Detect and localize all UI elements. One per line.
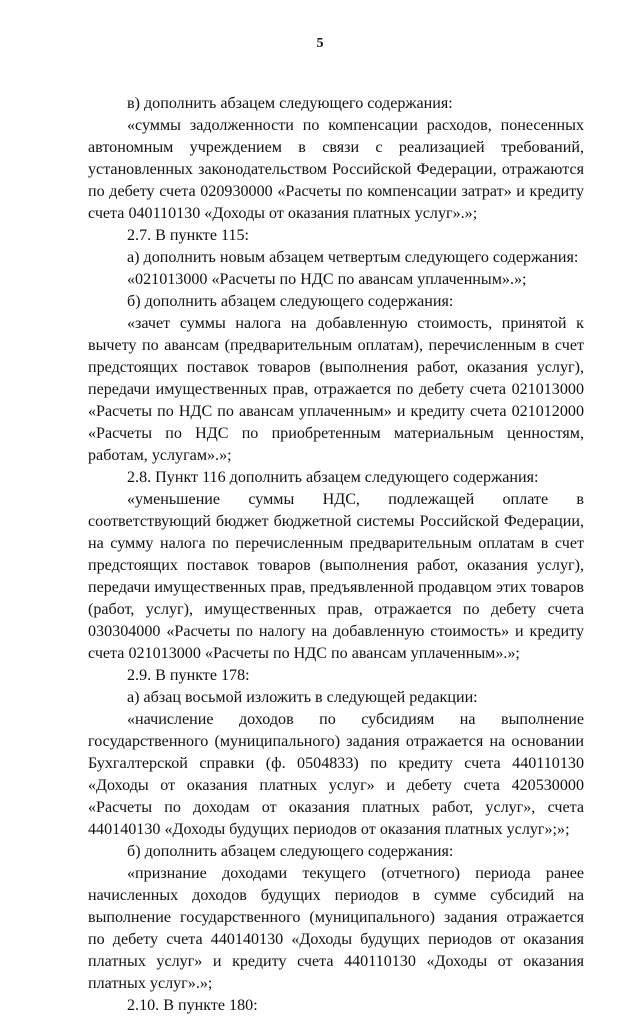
paragraph-subitem-a-2: а) абзац восьмой изложить в следующей редакции:: [127, 689, 478, 706]
paragraph-vat-reduction: «уменьшение суммы НДС, подлежащей оплате в соответствующий бюджет бюджетной системы Российской Федерации, на сумму налога по перечисленным предварительным оплатам в счет предстоящих поставок товаров (выполнения работ, оказания услуг), передачи имущественных прав, предъявленной продавцом этих товаров (работ, услуг), имущественных прав, отражается по дебету счета 030304000 «Расчеты по налогу на добавленную стоимость» и кредиту счета 021013000 «Расчеты по НДС по авансам уплаченным».»;: [88, 491, 584, 662]
paragraph-item-2-9: 2.9. В пункте 178:: [127, 667, 250, 684]
paragraph-item-2-8: 2.8. Пункт 116 дополнить абзацем следующего содержания:: [127, 469, 539, 486]
paragraph-subitem-b-2: б) дополнить абзацем следующего содержания:: [127, 843, 454, 860]
page-number: 5: [316, 36, 324, 51]
paragraph-compensation-debts: «суммы задолженности по компенсации расходов, понесенных автономным учреждением в связи с реализацией требований, установленных законодательством Российской Федерации, отражаются по дебету счета 020930000 «Расчеты по компенсации затрат» и кредиту счета 040110130 «Доходы от оказания платных услуг».»;: [88, 117, 584, 222]
document-body: [88, 93, 584, 1017]
paragraph-subitem-b: б) дополнить абзацем следующего содержания:: [127, 293, 454, 310]
paragraph-item-2-10: 2.10. В пункте 180:: [127, 997, 258, 1014]
paragraph-subitem-a: а) дополнить новым абзацем четвертым следующего содержания:: [127, 249, 579, 266]
paragraph-item-2-7: 2.7. В пункте 115:: [127, 227, 250, 244]
paragraph-income-recognition: «признание доходами текущего (отчетного) периода ранее начисленных доходов будущих периодов в сумме субсидий на выполнение государственного (муниципального) задания отражается по дебету счета 440140130 «Доходы будущих периодов от оказания платных услуг» и кредиту счета 440110130 «Доходы от оказания платных услуг».»;: [88, 865, 584, 992]
paragraph-subsidy-income: «начисление доходов по субсидиям на выполнение государственного (муниципального) задания отражается на основании Бухгалтерской справки (ф. 0504833) по кредиту счета 440110130 «Доходы от оказания платных услуг» и дебету счета 420530000 «Расчеты по доходам от оказания платных работ, услуг», счета 440140130 «Доходы будущих периодов от оказания платных услуг»;»;: [88, 711, 584, 838]
paragraph-vat-offset: «зачет суммы налога на добавленную стоимость, принятой к вычету по авансам (предварительным оплатам), перечисленным в счет предстоящих поставок товаров (выполнения работ, оказания услуг), передачи имущественных прав, отражается по дебету счета 021013000 «Расчеты по НДС по авансам уплаченным» и кредиту счета 021012000 «Расчеты по НДС по приобретенным материальным ценностям, работам, услугам».»;: [88, 315, 584, 464]
paragraph-subitem-v: в) дополнить абзацем следующего содержания:: [127, 95, 453, 112]
paragraph-account-021013000: «021013000 «Расчеты по НДС по авансам уплаченным».»;: [127, 271, 527, 288]
